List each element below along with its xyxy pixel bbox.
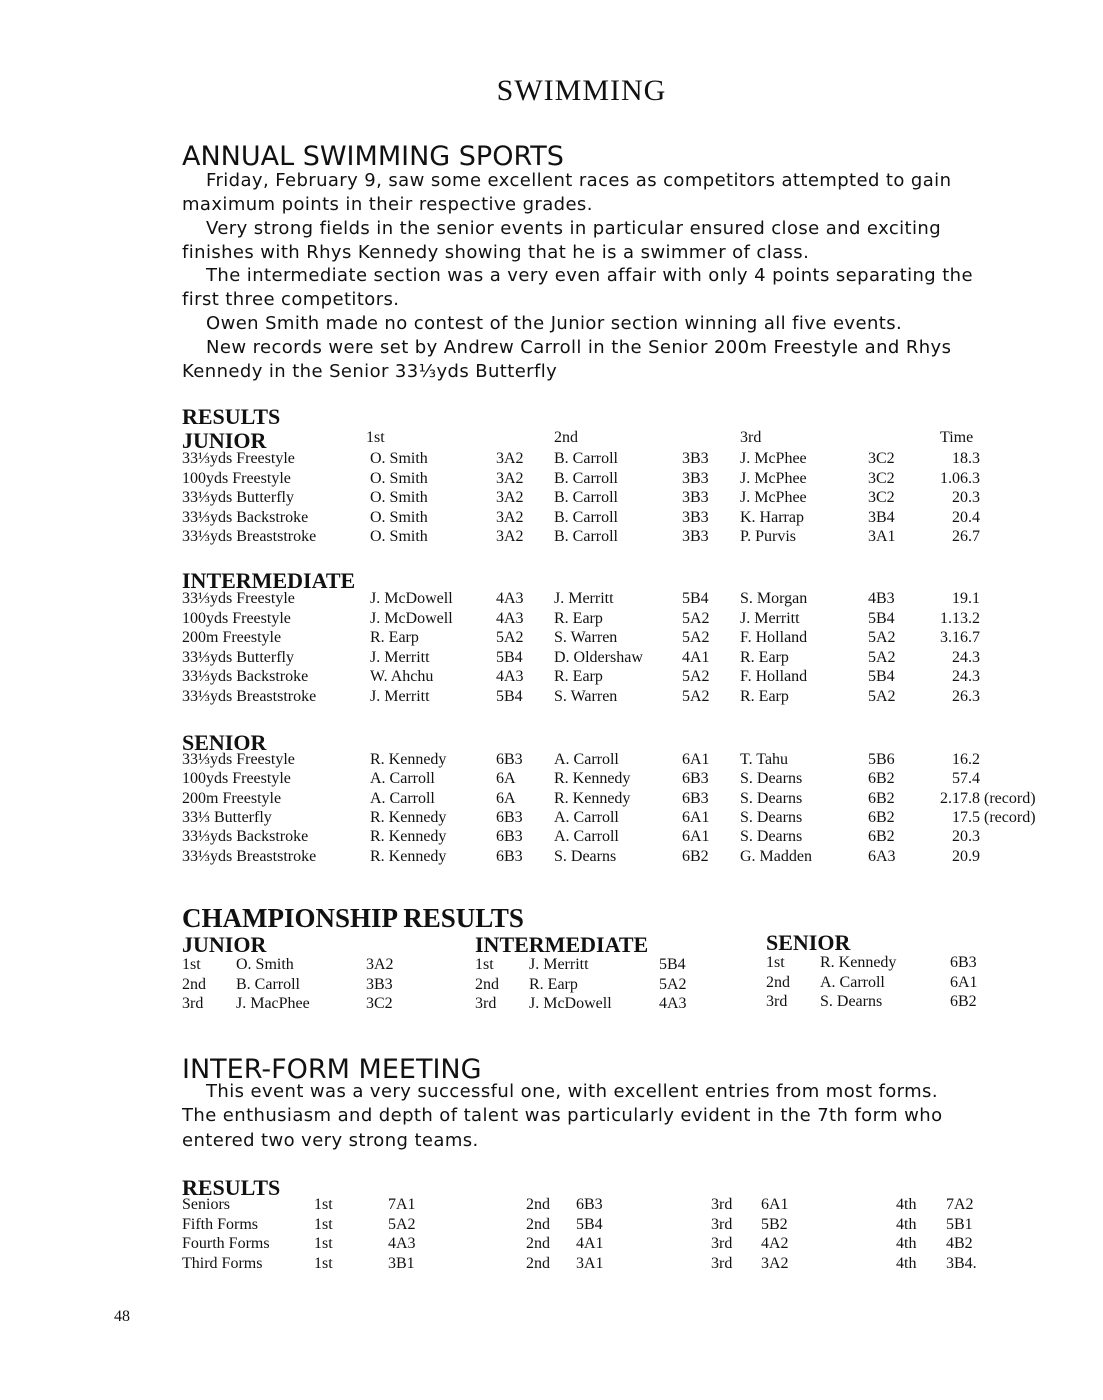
col-3rd-header: 3rd bbox=[740, 429, 762, 446]
fourth-form-cell: 3B4. bbox=[946, 1254, 977, 1272]
fourth-form-cell: 7A2 bbox=[946, 1196, 974, 1213]
record-note: (record) bbox=[980, 808, 1036, 826]
time-value: 20.3 bbox=[952, 828, 980, 846]
time-value: 18.3 bbox=[952, 450, 980, 467]
form-cell: 5A2 bbox=[659, 975, 687, 993]
third-form-cell: 3C2 bbox=[868, 450, 895, 467]
fourth-label-cell: 4th bbox=[896, 1196, 917, 1213]
time-value: 20.9 bbox=[952, 847, 980, 865]
second-form-cell: 3B3 bbox=[682, 450, 709, 467]
event-cell: 33⅓yds Breaststroke bbox=[182, 528, 317, 545]
name-cell: J. Merritt bbox=[529, 956, 589, 973]
second-form-cell: 5B4 bbox=[682, 590, 709, 607]
third-form-cell: 5B4 bbox=[868, 609, 895, 627]
form-cell: 4A3 bbox=[659, 995, 687, 1012]
second-form-cell: 6A1 bbox=[682, 751, 710, 768]
annual-line: Very strong fields in the senior events in particular ensured close and exciting bbox=[206, 218, 942, 239]
third-form-cell: 5B4 bbox=[868, 668, 895, 685]
third-form-cell: 4B3 bbox=[868, 590, 895, 607]
page-number: 48 bbox=[114, 1308, 130, 1325]
name-cell: B. Carroll bbox=[236, 975, 300, 993]
third-form-cell: 3A2 bbox=[761, 1254, 789, 1272]
third-form-cell: 5A2 bbox=[868, 687, 896, 705]
third-name-cell: F. Holland bbox=[740, 629, 808, 646]
championship-group-heading: INTERMEDIATE bbox=[475, 932, 649, 957]
place-cell: 1st bbox=[182, 956, 201, 973]
second-name-cell: B. Carroll bbox=[554, 489, 618, 506]
annual-line: first three competitors. bbox=[182, 289, 400, 310]
first-form-cell: 5B4 bbox=[496, 687, 523, 705]
first-name-cell: R. Kennedy bbox=[370, 751, 447, 768]
second-name-cell: D. Oldershaw bbox=[554, 648, 643, 666]
time-value: 1.06.3 bbox=[940, 469, 980, 487]
third-label-cell: 3rd bbox=[711, 1235, 733, 1252]
event-cell: 33⅓yds Backstroke bbox=[182, 828, 309, 846]
form-group-cell: Third Forms bbox=[182, 1254, 263, 1272]
third-name-cell: S. Dearns bbox=[740, 828, 803, 846]
place-cell: 3rd bbox=[182, 995, 204, 1012]
fourth-label-cell: 4th bbox=[896, 1215, 917, 1233]
event-cell: 33⅓yds Backstroke bbox=[182, 508, 309, 526]
second-form-cell: 5A2 bbox=[682, 668, 710, 685]
championship-heading: CHAMPIONSHIP RESULTS bbox=[182, 903, 524, 933]
place-cell: 3rd bbox=[766, 993, 788, 1010]
second-name-cell: A. Carroll bbox=[554, 828, 619, 846]
third-form-cell: 6A1 bbox=[761, 1196, 789, 1213]
col-1st-header: 1st bbox=[366, 429, 385, 446]
event-cell: 33⅓yds Freestyle bbox=[182, 450, 295, 467]
senior-heading: SENIOR bbox=[182, 730, 267, 755]
third-label-cell: 3rd bbox=[711, 1215, 733, 1233]
third-form-cell: 4A2 bbox=[761, 1235, 789, 1252]
time-value: 57.4 bbox=[952, 770, 980, 788]
first-form-cell: 6A bbox=[496, 770, 516, 788]
second-name-cell: J. Merritt bbox=[554, 590, 614, 607]
third-name-cell: K. Harrap bbox=[740, 508, 804, 526]
second-form-cell: 5A2 bbox=[682, 629, 710, 646]
event-cell: 33⅓yds Freestyle bbox=[182, 590, 295, 607]
first-name-cell: A. Carroll bbox=[370, 789, 435, 807]
first-form-cell: 4A3 bbox=[496, 590, 524, 607]
first-label-cell: 1st bbox=[314, 1254, 333, 1272]
third-form-cell: 3B4 bbox=[868, 508, 895, 526]
first-label-cell: 1st bbox=[314, 1215, 333, 1233]
second-name-cell: S. Warren bbox=[554, 687, 618, 705]
interform-line: This event was a very successful one, with excellent entries from most forms. bbox=[206, 1081, 938, 1102]
fourth-form-cell: 4B2 bbox=[946, 1235, 973, 1252]
first-name-cell: O. Smith bbox=[370, 450, 428, 467]
second-form-cell: 4A1 bbox=[576, 1235, 604, 1252]
championship-group-heading: SENIOR bbox=[766, 930, 851, 955]
annual-line: finishes with Rhys Kennedy showing that he is a swimmer of class. bbox=[182, 242, 810, 263]
first-name-cell: W. Ahchu bbox=[370, 668, 434, 685]
form-cell: 6A1 bbox=[950, 973, 978, 991]
form-cell: 3A2 bbox=[366, 956, 394, 973]
second-label-cell: 2nd bbox=[526, 1196, 550, 1213]
time-value: 26.3 bbox=[952, 687, 980, 705]
fourth-label-cell: 4th bbox=[896, 1235, 917, 1252]
interform-results-heading: RESULTS bbox=[182, 1175, 281, 1200]
second-form-cell: 4A1 bbox=[682, 648, 710, 666]
first-form-cell: 4A3 bbox=[388, 1235, 416, 1252]
name-cell: R. Earp bbox=[529, 975, 578, 993]
third-name-cell: S. Dearns bbox=[740, 770, 803, 788]
first-label-cell: 1st bbox=[314, 1196, 333, 1213]
second-name-cell: R. Earp bbox=[554, 609, 603, 627]
third-name-cell: J. McPhee bbox=[740, 489, 807, 506]
interform-line: entered two very strong teams. bbox=[182, 1130, 479, 1151]
second-name-cell: B. Carroll bbox=[554, 450, 618, 467]
name-cell: R. Kennedy bbox=[820, 954, 897, 971]
first-name-cell: R. Kennedy bbox=[370, 828, 447, 846]
first-name-cell: O. Smith bbox=[370, 508, 428, 526]
time-value: 17.5 bbox=[952, 808, 980, 826]
first-form-cell: 7A1 bbox=[388, 1196, 416, 1213]
second-label-cell: 2nd bbox=[526, 1215, 550, 1233]
event-cell: 100yds Freestyle bbox=[182, 770, 291, 788]
second-name-cell: S. Dearns bbox=[554, 847, 617, 865]
second-form-cell: 3B3 bbox=[682, 489, 709, 506]
first-form-cell: 6B3 bbox=[496, 828, 523, 846]
form-group-cell: Fourth Forms bbox=[182, 1235, 270, 1252]
second-name-cell: A. Carroll bbox=[554, 751, 619, 768]
fourth-form-cell: 5B1 bbox=[946, 1215, 973, 1233]
second-name-cell: B. Carroll bbox=[554, 469, 618, 487]
second-name-cell: B. Carroll bbox=[554, 508, 618, 526]
third-label-cell: 3rd bbox=[711, 1196, 733, 1213]
second-name-cell: S. Warren bbox=[554, 629, 618, 646]
place-cell: 2nd bbox=[475, 975, 499, 993]
event-cell: 33⅓yds Freestyle bbox=[182, 751, 295, 768]
time-value: 3.16.7 bbox=[940, 629, 980, 646]
place-cell: 2nd bbox=[182, 975, 206, 993]
third-form-cell: 6B2 bbox=[868, 789, 895, 807]
first-form-cell: 3A2 bbox=[496, 489, 524, 506]
event-cell: 200m Freestyle bbox=[182, 789, 282, 807]
event-cell: 100yds Freestyle bbox=[182, 609, 291, 627]
first-name-cell: O. Smith bbox=[370, 469, 428, 487]
event-cell: 33⅓yds Butterfly bbox=[182, 648, 294, 666]
third-name-cell: G. Madden bbox=[740, 847, 812, 865]
second-form-cell: 3B3 bbox=[682, 469, 709, 487]
third-form-cell: 6B2 bbox=[868, 828, 895, 846]
name-cell: A. Carroll bbox=[820, 973, 885, 991]
first-name-cell: R. Kennedy bbox=[370, 847, 447, 865]
second-name-cell: R. Earp bbox=[554, 668, 603, 685]
event-cell: 100yds Freestyle bbox=[182, 469, 291, 487]
time-value: 24.3 bbox=[952, 668, 980, 685]
event-cell: 33⅓yds Butterfly bbox=[182, 489, 294, 506]
first-name-cell: J. McDowell bbox=[370, 609, 453, 627]
time-value: 16.2 bbox=[952, 751, 980, 768]
annual-line: New records were set by Andrew Carroll in the Senior 200m Freestyle and Rhys bbox=[206, 337, 952, 358]
third-name-cell: S. Dearns bbox=[740, 808, 803, 826]
results-heading: RESULTS bbox=[182, 404, 281, 429]
form-cell: 3B3 bbox=[366, 975, 393, 993]
third-name-cell: R. Earp bbox=[740, 687, 789, 705]
col-time-header: Time bbox=[940, 429, 974, 446]
second-form-cell: 6B3 bbox=[576, 1196, 603, 1213]
annual-line: Owen Smith made no contest of the Junior section winning all five events. bbox=[206, 313, 903, 334]
place-cell: 2nd bbox=[766, 973, 790, 991]
event-cell: 33⅓yds Backstroke bbox=[182, 668, 309, 685]
third-name-cell: P. Purvis bbox=[740, 528, 797, 545]
third-form-cell: 3A1 bbox=[868, 528, 896, 545]
third-form-cell: 5B2 bbox=[761, 1215, 788, 1233]
first-form-cell: 5A2 bbox=[496, 629, 524, 646]
second-form-cell: 5A2 bbox=[682, 687, 710, 705]
second-name-cell: A. Carroll bbox=[554, 808, 619, 826]
annual-line: The intermediate section was a very even affair with only 4 points separating the bbox=[206, 265, 973, 286]
form-group-cell: Seniors bbox=[182, 1196, 230, 1213]
page-title: SWIMMING bbox=[496, 74, 667, 107]
second-form-cell: 5B4 bbox=[576, 1215, 603, 1233]
col-2nd-header: 2nd bbox=[554, 429, 578, 446]
first-form-cell: 6B3 bbox=[496, 847, 523, 865]
first-form-cell: 3A2 bbox=[496, 450, 524, 467]
third-name-cell: F. Holland bbox=[740, 668, 808, 685]
place-cell: 1st bbox=[475, 956, 494, 973]
second-form-cell: 3A1 bbox=[576, 1254, 604, 1272]
first-name-cell: J. McDowell bbox=[370, 590, 453, 607]
form-cell: 3C2 bbox=[366, 995, 393, 1012]
form-group-cell: Fifth Forms bbox=[182, 1215, 259, 1233]
second-name-cell: R. Kennedy bbox=[554, 770, 631, 788]
name-cell: O. Smith bbox=[236, 956, 294, 973]
second-form-cell: 5A2 bbox=[682, 609, 710, 627]
second-name-cell: B. Carroll bbox=[554, 528, 618, 545]
second-form-cell: 6B2 bbox=[682, 847, 709, 865]
third-name-cell: T. Tahu bbox=[740, 751, 789, 768]
first-label-cell: 1st bbox=[314, 1235, 333, 1252]
first-name-cell: O. Smith bbox=[370, 528, 428, 545]
first-name-cell: R. Earp bbox=[370, 629, 419, 646]
time-value: 1.13.2 bbox=[940, 609, 980, 627]
form-cell: 6B3 bbox=[950, 954, 977, 971]
third-name-cell: S. Morgan bbox=[740, 590, 808, 607]
time-value: 24.3 bbox=[952, 648, 980, 666]
event-cell: 200m Freestyle bbox=[182, 629, 282, 646]
first-name-cell: J. Merritt bbox=[370, 648, 430, 666]
form-cell: 5B4 bbox=[659, 956, 686, 973]
third-label-cell: 3rd bbox=[711, 1254, 733, 1272]
first-form-cell: 6B3 bbox=[496, 808, 523, 826]
first-name-cell: J. Merritt bbox=[370, 687, 430, 705]
first-form-cell: 3B1 bbox=[388, 1254, 415, 1272]
event-cell: 33⅓yds Breaststroke bbox=[182, 847, 317, 865]
second-form-cell: 6B3 bbox=[682, 789, 709, 807]
first-form-cell: 5B4 bbox=[496, 648, 523, 666]
first-form-cell: 3A2 bbox=[496, 469, 524, 487]
first-form-cell: 3A2 bbox=[496, 508, 524, 526]
first-form-cell: 6B3 bbox=[496, 751, 523, 768]
first-form-cell: 5A2 bbox=[388, 1215, 416, 1233]
event-cell: 33⅓yds Breaststroke bbox=[182, 687, 317, 705]
third-name-cell: S. Dearns bbox=[740, 789, 803, 807]
third-form-cell: 5A2 bbox=[868, 629, 896, 646]
annual-heading: ANNUAL SWIMMING SPORTS bbox=[182, 141, 564, 172]
annual-line: Friday, February 9, saw some excellent races as competitors attempted to gain bbox=[206, 170, 952, 191]
second-form-cell: 3B3 bbox=[682, 528, 709, 545]
junior-heading: JUNIOR bbox=[182, 428, 267, 453]
time-value: 19.1 bbox=[952, 590, 980, 607]
championship-group-heading: JUNIOR bbox=[182, 932, 267, 957]
interform-line: The enthusiasm and depth of talent was particularly evident in the 7th form who bbox=[182, 1105, 943, 1126]
place-cell: 1st bbox=[766, 954, 785, 971]
third-name-cell: R. Earp bbox=[740, 648, 789, 666]
third-form-cell: 5B6 bbox=[868, 751, 895, 768]
second-name-cell: R. Kennedy bbox=[554, 789, 631, 807]
second-form-cell: 6A1 bbox=[682, 828, 710, 846]
second-label-cell: 2nd bbox=[526, 1235, 550, 1252]
third-form-cell: 5A2 bbox=[868, 648, 896, 666]
third-name-cell: J. McPhee bbox=[740, 450, 807, 467]
record-note: (record) bbox=[980, 789, 1036, 807]
second-form-cell: 6B3 bbox=[682, 770, 709, 788]
first-form-cell: 4A3 bbox=[496, 609, 524, 627]
form-cell: 6B2 bbox=[950, 993, 977, 1010]
interform-heading: INTER-FORM MEETING bbox=[182, 1054, 482, 1085]
first-form-cell: 6A bbox=[496, 789, 516, 807]
second-label-cell: 2nd bbox=[526, 1254, 550, 1272]
event-cell: 33⅓ Butterfly bbox=[182, 808, 272, 826]
third-form-cell: 6A3 bbox=[868, 847, 896, 865]
second-form-cell: 6A1 bbox=[682, 808, 710, 826]
place-cell: 3rd bbox=[475, 995, 497, 1012]
first-form-cell: 3A2 bbox=[496, 528, 524, 545]
name-cell: J. MacPhee bbox=[236, 995, 310, 1012]
third-form-cell: 3C2 bbox=[868, 489, 895, 506]
second-form-cell: 3B3 bbox=[682, 508, 709, 526]
time-value: 26.7 bbox=[952, 528, 980, 545]
time-value: 20.4 bbox=[952, 508, 980, 526]
time-value: 20.3 bbox=[952, 489, 980, 506]
name-cell: S. Dearns bbox=[820, 993, 883, 1010]
fourth-label-cell: 4th bbox=[896, 1254, 917, 1272]
third-form-cell: 3C2 bbox=[868, 469, 895, 487]
first-name-cell: R. Kennedy bbox=[370, 808, 447, 826]
first-name-cell: O. Smith bbox=[370, 489, 428, 506]
annual-line: Kennedy in the Senior 33⅓yds Butterfly bbox=[182, 361, 558, 382]
first-form-cell: 4A3 bbox=[496, 668, 524, 685]
time-value: 2.17.8 bbox=[940, 789, 980, 807]
first-name-cell: A. Carroll bbox=[370, 770, 435, 788]
intermediate-heading: INTERMEDIATE bbox=[182, 568, 356, 593]
annual-line: maximum points in their respective grades. bbox=[182, 194, 593, 215]
third-form-cell: 6B2 bbox=[868, 770, 895, 788]
name-cell: J. McDowell bbox=[529, 995, 612, 1012]
third-name-cell: J. Merritt bbox=[740, 609, 800, 627]
third-form-cell: 6B2 bbox=[868, 808, 895, 826]
third-name-cell: J. McPhee bbox=[740, 469, 807, 487]
